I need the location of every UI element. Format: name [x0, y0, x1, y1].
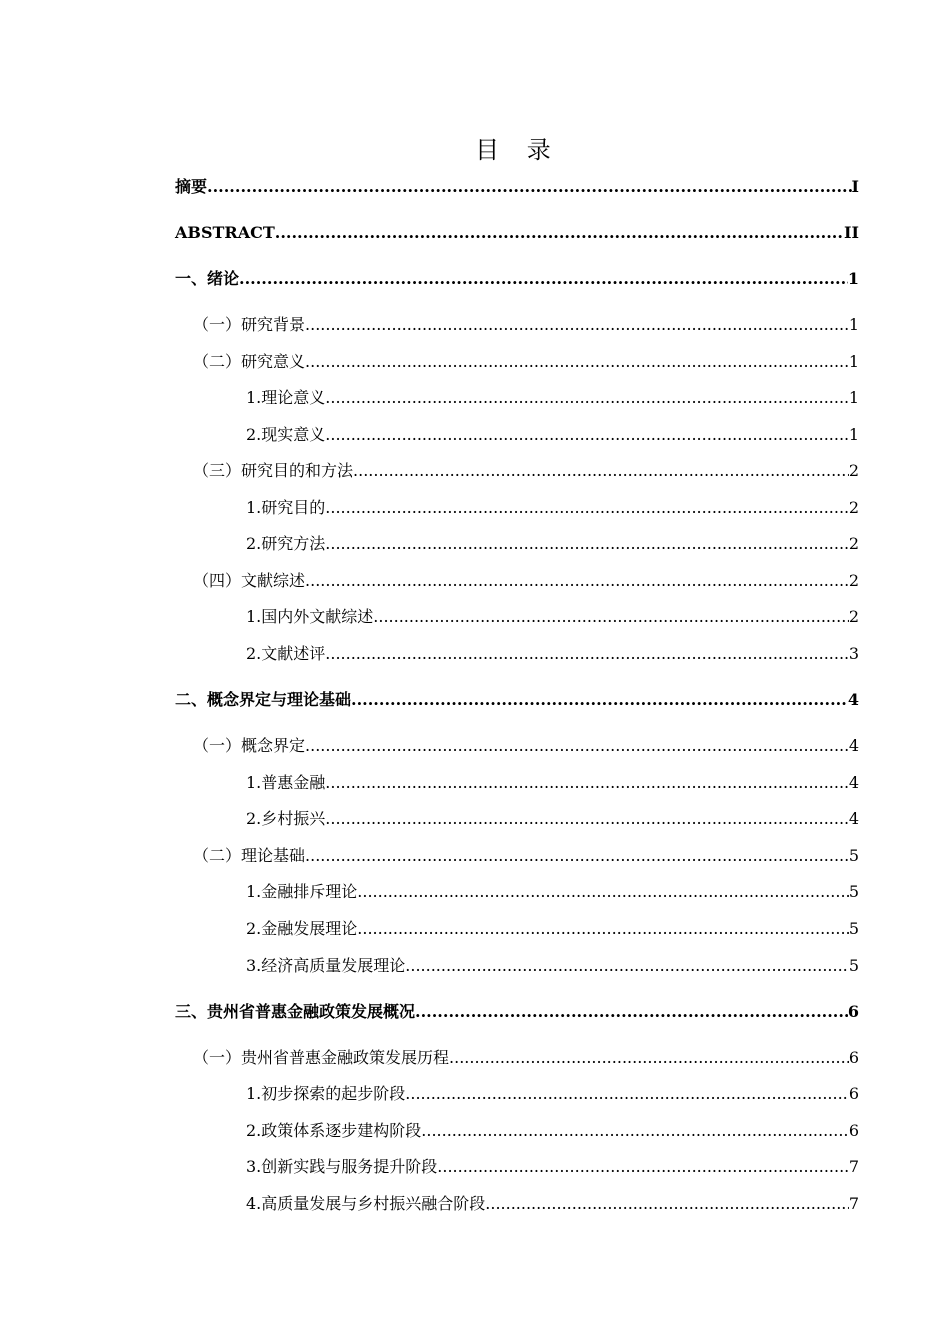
toc-leader-dots: [437, 1156, 849, 1178]
toc-leader-dots: [485, 1193, 849, 1215]
toc-entry-page: 4: [848, 809, 859, 828]
toc-entry-page: 1: [848, 388, 859, 407]
toc-entry-label: （二）理论基础: [193, 846, 306, 865]
toc-entry-page: 5: [848, 956, 859, 975]
toc-entry-label: 1.理论意义: [246, 388, 326, 407]
toc-entry[interactable]: [193, 1047, 859, 1069]
toc-entry-label: 4.高质量发展与乡村振兴融合阶段: [246, 1194, 486, 1213]
toc-entry-label: 二、概念界定与理论基础: [175, 690, 352, 709]
toc-entry[interactable]: [246, 881, 859, 903]
toc-entry-page: 6: [847, 1002, 859, 1021]
toc-entry[interactable]: [246, 1193, 859, 1215]
toc-leader-dots: [305, 314, 849, 336]
toc-leader-dots: [325, 387, 849, 409]
toc-entry-label: （二）研究意义: [193, 352, 306, 371]
toc-entry-label: 2.文献述评: [246, 644, 326, 663]
toc-entry[interactable]: [246, 1156, 859, 1178]
toc-entry-page: 7: [848, 1157, 859, 1176]
toc-entry-page: I: [851, 177, 859, 196]
toc-leader-dots: [239, 268, 848, 290]
toc-entry-page: 2: [848, 607, 859, 626]
toc-leader-dots: [305, 845, 849, 867]
toc-entry-label: （一）研究背景: [193, 315, 306, 334]
toc-leader-dots: [373, 606, 849, 628]
toc-entry-page: 1: [848, 315, 859, 334]
toc-entry-label: （四）文献综述: [193, 571, 306, 590]
toc-leader-dots: [353, 460, 849, 482]
toc-leader-dots: [421, 1120, 849, 1142]
toc-leader-dots: [325, 808, 849, 830]
toc-entry[interactable]: [193, 845, 859, 867]
toc-entry[interactable]: [175, 268, 859, 290]
toc-entry-label: 3.创新实践与服务提升阶段: [246, 1157, 438, 1176]
toc-entry-page: 4: [848, 773, 859, 792]
toc-leader-dots: [325, 772, 849, 794]
toc-entry-page: 6: [848, 1084, 859, 1103]
toc-entry-label: 1.初步探索的起步阶段: [246, 1084, 406, 1103]
toc-entry[interactable]: [246, 387, 859, 409]
toc-entry[interactable]: [193, 460, 859, 482]
toc-entry-label: （一）贵州省普惠金融政策发展历程: [193, 1048, 450, 1067]
toc-leader-dots: [325, 497, 849, 519]
toc-entry-label: 一、绪论: [175, 269, 240, 288]
toc-entry[interactable]: [193, 314, 859, 336]
toc-entry-label: ABSTRACT: [175, 223, 275, 242]
toc-entry-page: 1: [847, 269, 859, 288]
toc-title: 目 录: [475, 136, 561, 164]
toc-entry-label: 1.金融排斥理论: [246, 882, 358, 901]
toc-entry-page: 5: [848, 846, 859, 865]
toc-entry-label: 三、贵州省普惠金融政策发展概况: [175, 1002, 416, 1021]
toc-entry-label: 2.研究方法: [246, 534, 326, 553]
toc-leader-dots: [325, 533, 849, 555]
toc-entry-label: 2.政策体系逐步建构阶段: [246, 1121, 422, 1140]
toc-leader-dots: [357, 918, 849, 940]
toc-entry[interactable]: [193, 570, 859, 592]
toc-entry[interactable]: [175, 689, 859, 711]
toc-leader-dots: [405, 955, 849, 977]
toc-entry-label: 2.乡村振兴: [246, 809, 326, 828]
toc-entry-page: 3: [848, 644, 859, 663]
toc-entry-label: （一）概念界定: [193, 736, 306, 755]
toc-entry[interactable]: [246, 808, 859, 830]
toc-entry-label: 2.现实意义: [246, 425, 326, 444]
toc-leader-dots: [275, 222, 844, 244]
toc-entry-page: 1: [848, 352, 859, 371]
toc-entry-page: 2: [848, 498, 859, 517]
toc-entry[interactable]: [246, 1083, 859, 1105]
toc-entry-label: 3.经济高质量发展理论: [246, 956, 406, 975]
toc-entry-page: 6: [848, 1048, 859, 1067]
toc-entry[interactable]: [193, 351, 859, 373]
toc-entry-page: 5: [848, 919, 859, 938]
toc-entry-page: 1: [848, 425, 859, 444]
toc-entry-page: II: [844, 223, 859, 242]
toc-leader-dots: [325, 643, 849, 665]
toc-leader-dots: [305, 735, 849, 757]
toc-entry[interactable]: [246, 497, 859, 519]
toc-leader-dots: [405, 1083, 849, 1105]
toc-leader-dots: [449, 1047, 849, 1069]
toc-entry-page: 5: [848, 882, 859, 901]
toc-leader-dots: [325, 424, 849, 446]
toc-entry-label: （三）研究目的和方法: [193, 461, 354, 480]
toc-entry-page: 2: [848, 571, 859, 590]
toc-entry[interactable]: [246, 772, 859, 794]
toc-leader-dots: [351, 689, 848, 711]
toc-leader-dots: [305, 351, 849, 373]
toc-entry-label: 摘要: [175, 177, 208, 196]
toc-entry-label: 1.研究目的: [246, 498, 326, 517]
toc-entry-label: 2.金融发展理论: [246, 919, 358, 938]
toc-leader-dots: [207, 176, 852, 198]
toc-leader-dots: [305, 570, 849, 592]
toc-entry-label: 1.国内外文献综述: [246, 607, 374, 626]
toc-entry[interactable]: [246, 955, 859, 977]
toc-entry[interactable]: [175, 176, 859, 198]
toc-entry-page: 4: [847, 690, 859, 709]
toc-leader-dots: [415, 1001, 848, 1023]
toc-entry[interactable]: [246, 606, 859, 628]
toc-entry[interactable]: [246, 918, 859, 940]
toc-entry-page: 7: [848, 1194, 859, 1213]
toc-entry[interactable]: [246, 424, 859, 446]
toc-entry-page: 2: [848, 461, 859, 480]
toc-entry-page: 2: [848, 534, 859, 553]
toc-entry[interactable]: [246, 643, 859, 665]
toc-leader-dots: [357, 881, 849, 903]
toc-entry-label: 1.普惠金融: [246, 773, 326, 792]
toc-entry-page: 4: [848, 736, 859, 755]
toc-entry[interactable]: [246, 1120, 859, 1142]
toc-entry[interactable]: [175, 1001, 859, 1023]
toc-entry[interactable]: [246, 533, 859, 555]
toc-entry[interactable]: [193, 735, 859, 757]
toc-entry-page: 6: [848, 1121, 859, 1140]
toc-entry[interactable]: [175, 222, 859, 244]
